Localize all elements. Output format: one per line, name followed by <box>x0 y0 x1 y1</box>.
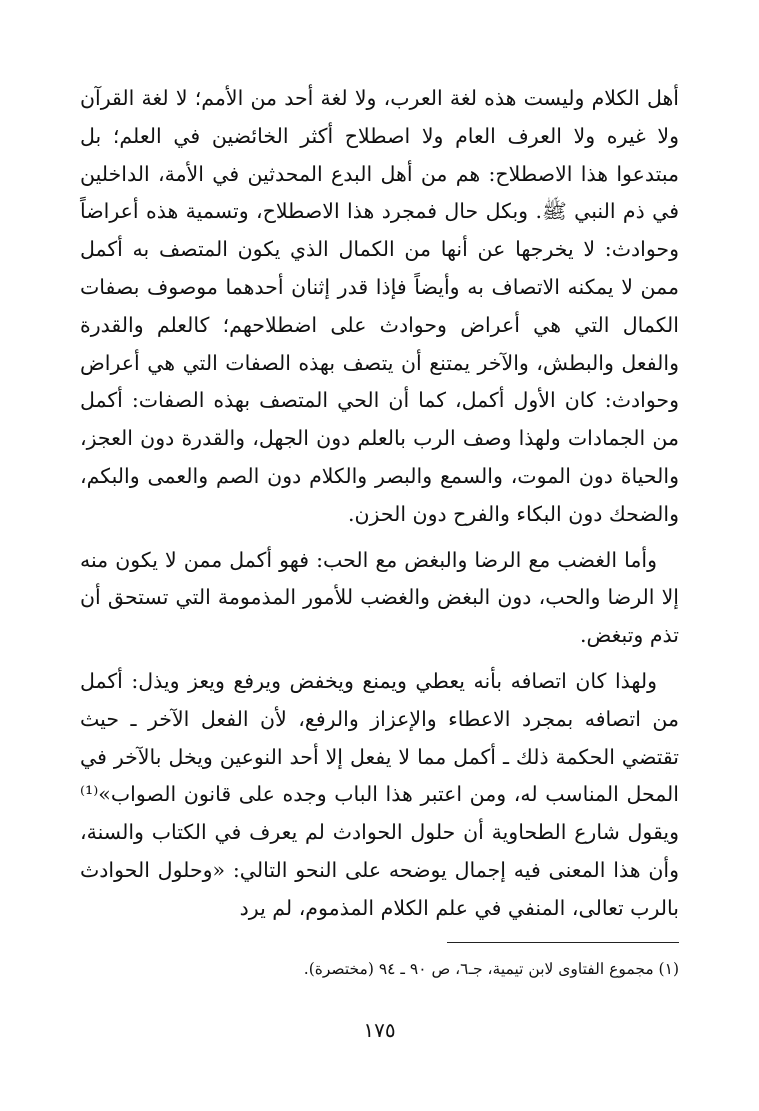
paragraph-1: أهل الكلام وليست هذه لغة العرب، ولا لغة أحد من الأمم؛ لا لغة القرآن ولا غيره ولا العرف العام ولا اصطلاح أكثر الخائضين في العلم؛ بل مبتدعوا هذا الاصطلاح: هم من أهل البدع المحدثين في الأمة، الداخلين في ذم النبي ﷺ. وبكل حال فمجرد هذا الاصطلاح، وتسمية هذه أعراضاً وحوادث: لا يخرجها عن أنها من الكمال الذي يكون المتصف به أكمل ممن لا يمكنه الاتصاف به وأيضاً فإذا قدر إثنان أحدهما موصوف بصفات الكمال التي هي أعراض وحوادث على اضطلاحهم؛ كالعلم والقدرة والفعل والبطش، والآخر يمتنع أن يتصف بهذه الصفات التي هي أعراض وحوادث: كان الأول أكمل، كما أن الحي المتصف بهذه الصفات: أكمل من الجمادات ولهذا وصف الرب بالعلم دون الجهل، والقدرة دون العجز، والحياة دون الموت، والسمع والبصر والكلام دون الصم والعمى والبكم، والضحك دون البكاء والفرح دون الحزن. <box>80 86 679 526</box>
footnote-separator <box>447 942 679 943</box>
page-body <box>80 80 679 928</box>
page-number: ١٧٥ <box>363 1018 396 1042</box>
paragraph-2: وأما الغضب مع الرضا والبغض مع الحب: فهو أكمل ممن لا يكون منه إلا الرضا والحب، دون البغض والغضب للأمور المذمومة التي تستحق أن تذم وتبغض. <box>80 547 679 648</box>
footnote: (١) مجموع الفتاوى لابن تيمية، جـ٦، ص ٩٠ ـ ٩٤ (مختصرة). <box>303 960 679 978</box>
paragraph-3: ولهذا كان اتصافه بأنه يعطي ويمنع ويخفض ويرفع ويعز ويذل: أكمل من اتصافه بمجرد الاعطاء والإعزاز والرفع، لأن الفعل الآخر ـ حيث تقتضي الحكمة ذلك ـ أكمل مما لا يفعل إلا أحد النوعين ويخل بالآخر في المحل المناسب له، ومن اعتبر هذا الباب وجده على قانون الصواب»⁽¹⁾ ويقول شارع الطحاوية أن حلول الحوادث لم يعرف في الكتاب والسنة، وأن هذا المعنى فيه إجمال يوضحه على النحو التالي: «وحلول الحوادث بالرب تعالى، المنفي في علم الكلام المذموم، لم يرد <box>80 668 679 920</box>
